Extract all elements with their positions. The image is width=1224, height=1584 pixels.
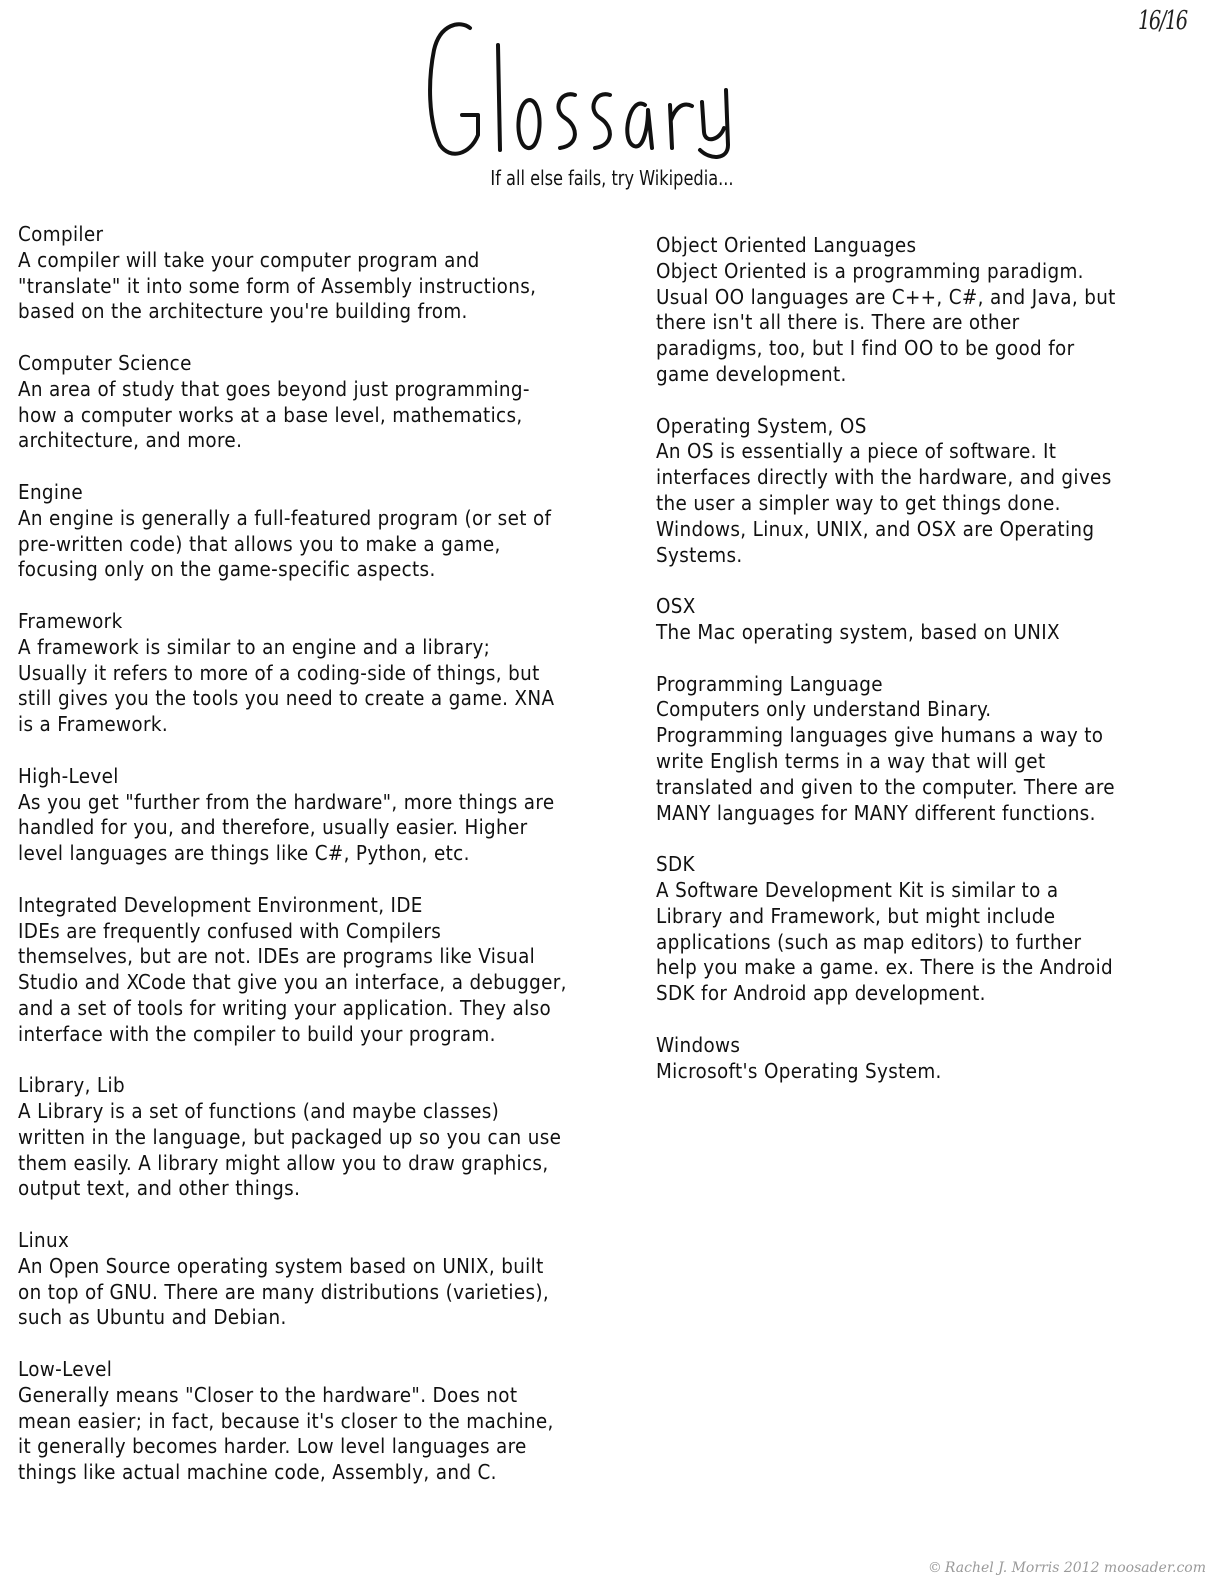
- entry-definition: IDEs are frequently confused with Compilers themselves, but are not. IDEs are programs like Visual Studio and XCode that give you an interface, a debugger, and a set of tools for writing your application. They also interface with the compiler to build your program.: [18, 918, 567, 1046]
- glossary-entry-low-level: [18, 1357, 643, 1486]
- entry-term: High-Level: [18, 763, 119, 788]
- glossary-entry-framework: [18, 609, 643, 738]
- glossary-left-column: [18, 222, 643, 1512]
- entry-term: Engine: [18, 479, 83, 504]
- entry-term: Low-Level: [18, 1357, 113, 1382]
- footer-credit: Rachel J. Morris 2012 moosader.com: [944, 1560, 1206, 1576]
- glossary-entry-windows: [656, 1033, 1216, 1085]
- entry-definition: A compiler will take your computer program and "translate" it into some form of Assembly instructions, based on the architecture you're building from.: [18, 247, 537, 324]
- entry-definition: Object Oriented is a programming paradigm. Usual OO languages are C++, C#, and Java, but there isn't all there is. There are other paradigms, too, but I find OO to be good for game development.: [656, 258, 1116, 386]
- entry-term: Linux: [18, 1228, 70, 1253]
- entry-definition: The Mac operating system, based on UNIX: [656, 619, 1060, 644]
- glossary-entry-programming-language: [656, 672, 1216, 827]
- entry-term: Operating System, OS: [656, 413, 867, 438]
- entry-term: Computer Science: [18, 350, 192, 375]
- entry-definition: An Open Source operating system based on UNIX, built on top of GNU. There are many distributions (varieties), such as Ubuntu and Debian.: [18, 1253, 550, 1330]
- entry-definition: An area of study that goes beyond just programming- how a computer works at a base level, mathematics, architecture, and more.: [18, 376, 530, 453]
- page-number: 16/16: [1138, 6, 1187, 36]
- copyright-icon: ©: [927, 1560, 942, 1576]
- copyright-footer: [928, 1560, 1206, 1576]
- entry-definition: A Software Development Kit is similar to a Library and Framework, but might include applications (such as map editors) to further help you make a game. ex. There is the Android SDK for Android app development.: [656, 877, 1114, 1006]
- entry-term: Windows: [656, 1032, 741, 1057]
- glossary-entry-operating-system: [656, 414, 1216, 569]
- entry-definition: As you get "further from the hardware", more things are handled for you, and therefore, usually easier. Higher level languages are things like C#, Python, etc.: [18, 789, 555, 866]
- entry-term: Compiler: [18, 222, 104, 246]
- subtitle: If all else fails, try Wikipedia...: [490, 166, 734, 190]
- glossary-entry-object-oriented: [656, 233, 1216, 388]
- glossary-entry-osx: [656, 594, 1216, 646]
- entry-term: Library, Lib: [18, 1073, 125, 1098]
- entry-term: OSX: [656, 594, 696, 619]
- glossary-entry-compiler: [18, 222, 643, 325]
- entry-definition: An OS is essentially a piece of software. It interfaces directly with the hardware, and gives the user a simpler way to get things done. Windows, Linux, UNIX, and OSX are Operating Systems.: [656, 439, 1112, 567]
- glossary-entry-computer-science: [18, 351, 643, 454]
- entry-definition: Computers only understand Binary. Programming languages give humans a way to write English terms in a way that will get translated and given to the computer. There are MANY languages for MANY different functions.: [656, 697, 1115, 825]
- entry-term: Object Oriented Languages: [656, 233, 917, 257]
- handwritten-title-logo: [420, 10, 740, 160]
- entry-definition: A Library is a set of functions (and maybe classes) written in the language, but packaged up so you can use them easily. A library might allow you to draw graphics, output text, and other things.: [18, 1099, 562, 1201]
- entry-definition: A framework is similar to an engine and a library; Usually it refers to more of a coding-side of things, but still gives you the tools you need to create a game. XNA is a Framework.: [18, 634, 555, 737]
- glossary-entry-linux: [18, 1228, 643, 1331]
- entry-definition: Generally means "Closer to the hardware". Does not mean easier; in fact, because it's closer to the machine, it generally becomes harder. Low level languages are things like actual machine code, Assembly, and C.: [18, 1382, 554, 1485]
- entry-term: Framework: [18, 608, 123, 633]
- glossary-entry-high-level: [18, 764, 643, 867]
- entry-definition: Microsoft's Operating System.: [656, 1058, 942, 1083]
- entry-term: Integrated Development Environment, IDE: [18, 892, 423, 917]
- glossary-right-column: [656, 233, 1216, 1110]
- entry-term: Programming Language: [656, 671, 883, 696]
- glossary-entry-sdk: [656, 852, 1216, 1007]
- entry-term: SDK: [656, 852, 695, 877]
- glossary-entry-ide: [18, 893, 643, 1048]
- glossary-title: [420, 10, 740, 160]
- entry-definition: An engine is generally a full-featured program (or set of pre-written code) that allows you to make a game, focusing only on the game-specific aspects.: [18, 505, 552, 582]
- glossary-entry-engine: [18, 480, 643, 583]
- glossary-entry-library: [18, 1073, 643, 1202]
